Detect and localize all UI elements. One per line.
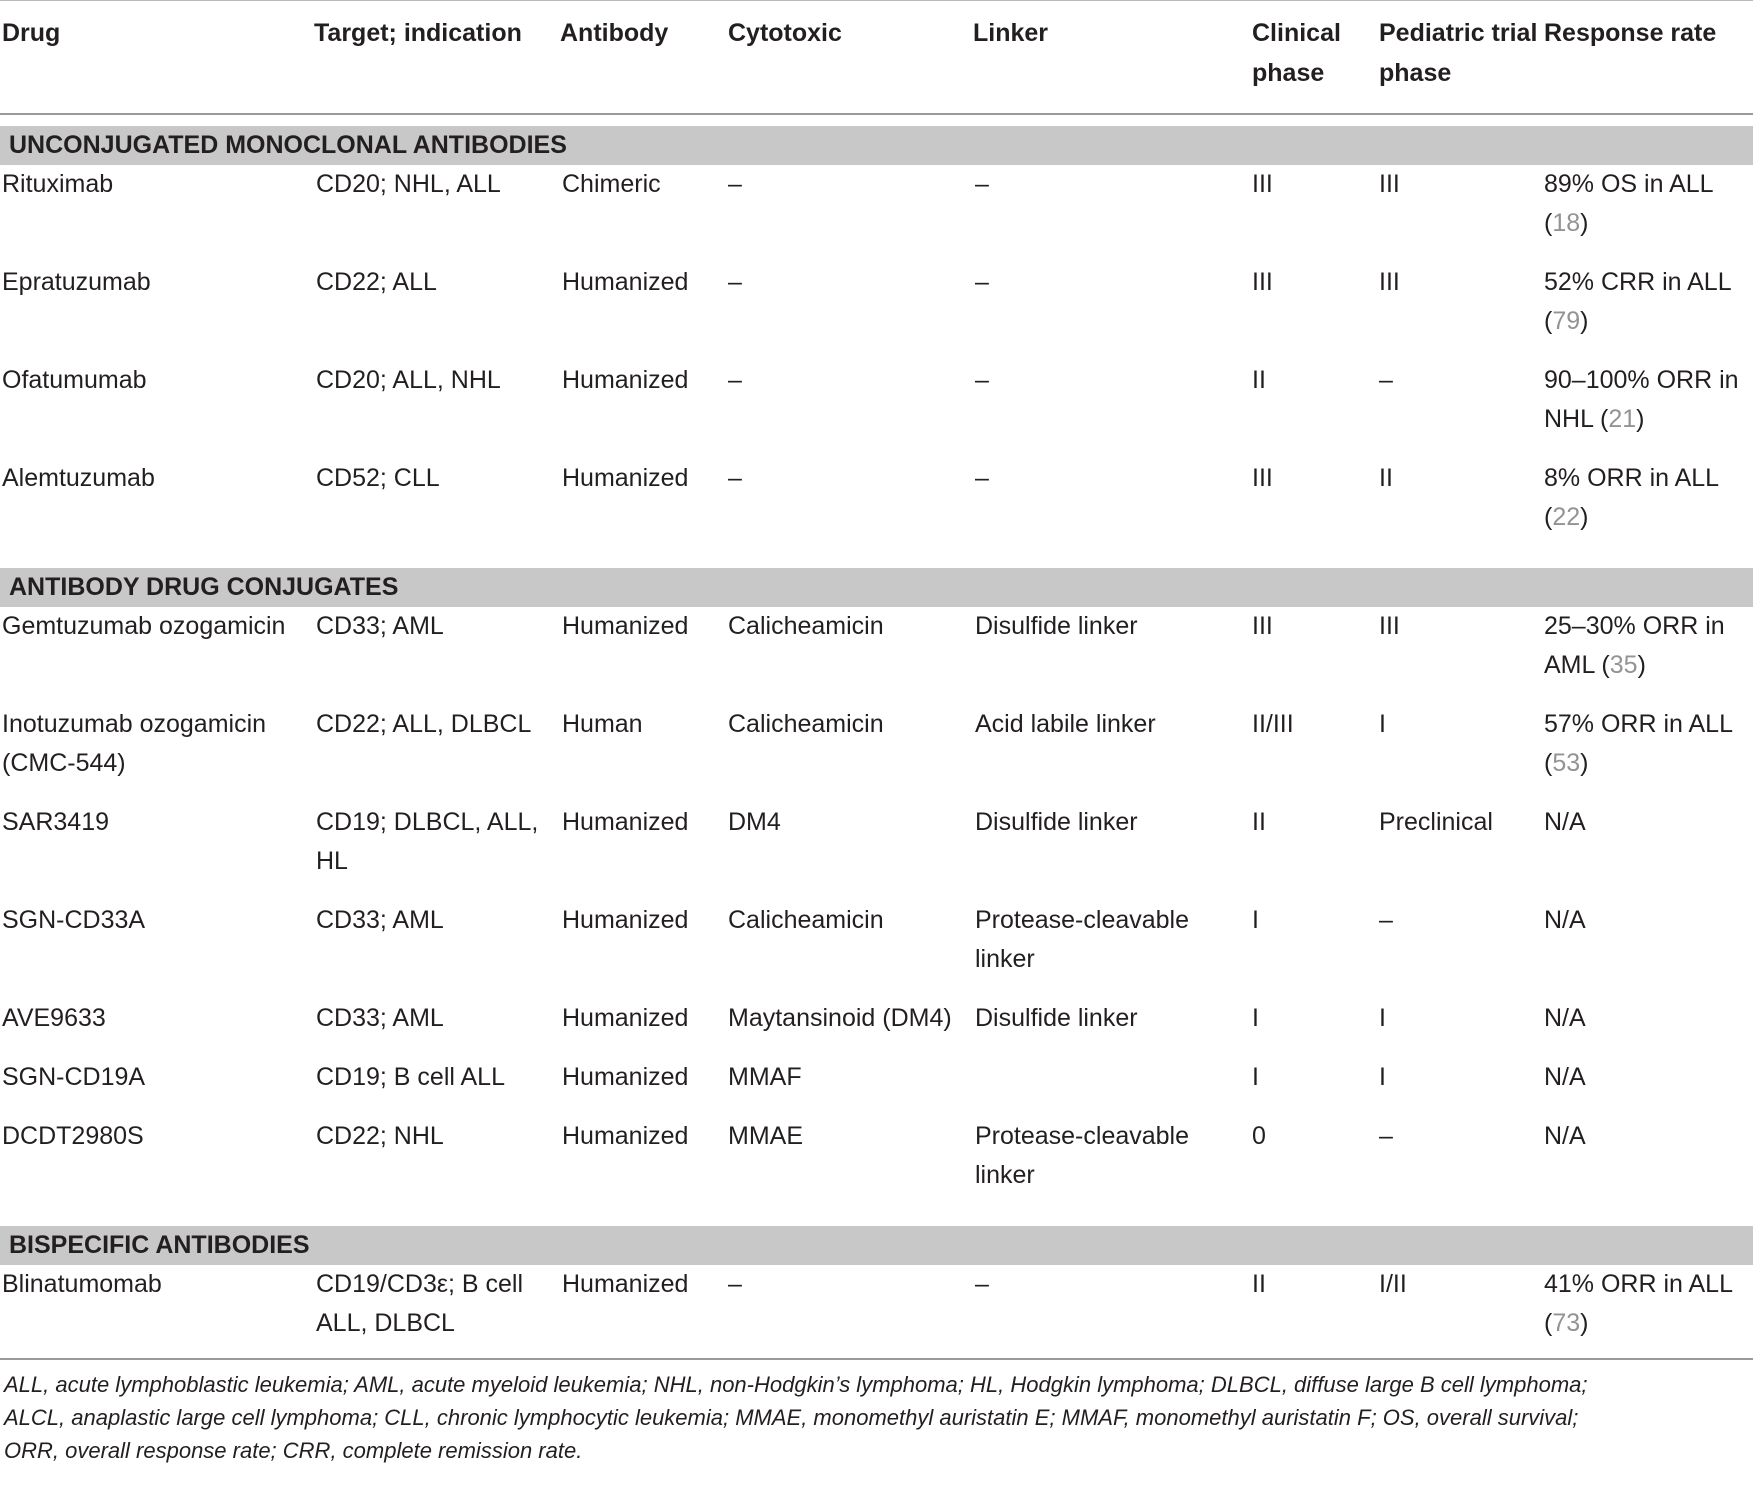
target-indication-cell: CD33; AML [316, 1004, 444, 1032]
cytotoxic-cell: – [728, 268, 742, 296]
table-row [0, 803, 1753, 901]
response-rate-cell [1542, 705, 1753, 803]
target-indication-cell: CD19/CD3ε; B cell ALL, DLBCL [316, 1270, 524, 1337]
table-row [0, 165, 1753, 263]
linker-cell: Protease-cleavable linker [975, 906, 1190, 973]
response-rate-cell [1542, 999, 1753, 1058]
response-rate-cell [1542, 607, 1753, 705]
section-title: BISPECIFIC ANTIBODIES [0, 1226, 1753, 1265]
response-rate-cell [1542, 901, 1753, 999]
reference-link[interactable]: 22 [1552, 503, 1581, 531]
drug-cell: Gemtuzumab ozogamicin [2, 612, 286, 640]
pediatric-phase-cell: III [1379, 170, 1400, 198]
drug-cell: Epratuzumab [2, 268, 151, 296]
table-row [0, 1117, 1753, 1215]
section-title: ANTIBODY DRUG CONJUGATES [0, 568, 1753, 607]
header-drug: Drug [2, 19, 61, 47]
target-indication-cell: CD20; ALL, NHL [316, 366, 501, 394]
header-response-rate: Response rate [1544, 19, 1717, 47]
target-indication-cell: CD52; CLL [316, 464, 440, 492]
cytotoxic-cell: MMAF [728, 1063, 802, 1091]
pediatric-phase-cell: III [1379, 612, 1400, 640]
antibody-cell: Humanized [562, 268, 689, 296]
drug-cell: Alemtuzumab [2, 464, 155, 492]
header-linker: Linker [973, 19, 1049, 47]
response-rate-cell [1542, 803, 1753, 901]
table-row [0, 263, 1753, 361]
response-rate-text: 8% ORR in ALL ( [1544, 464, 1719, 531]
drug-cell: Inotuzumab ozogamicin (CMC-544) [2, 710, 267, 777]
antibody-cell: Humanized [562, 366, 689, 394]
table-row [0, 1058, 1753, 1117]
footnote-line: ALCL, anaplastic large cell lymphoma; CLL, chronic lymphocytic leukemia; MMAE, monomethyl auristatin E; MMAF, monomethyl auristatin F; OS, overall survival; [4, 1405, 1579, 1430]
cytotoxic-cell: Calicheamicin [728, 612, 884, 640]
linker-cell: – [975, 464, 989, 492]
drug-cell: DCDT2980S [2, 1122, 144, 1150]
pediatric-phase-cell: Preclinical [1379, 808, 1493, 836]
response-rate-text: N/A [1544, 1004, 1586, 1032]
pediatric-phase-cell: – [1379, 1122, 1393, 1150]
response-rate-text: 57% ORR in ALL ( [1544, 710, 1733, 777]
reference-link[interactable]: 73 [1552, 1309, 1581, 1337]
linker-cell: Disulfide linker [975, 808, 1138, 836]
linker-cell: – [975, 366, 989, 394]
antibody-cell: Humanized [562, 1004, 689, 1032]
response-rate-text: 41% ORR in ALL ( [1544, 1270, 1733, 1337]
drug-cell: Blinatumomab [2, 1270, 162, 1298]
clinical-phase-cell: 0 [1252, 1122, 1266, 1150]
pediatric-phase-cell: I [1379, 1004, 1386, 1032]
clinical-phase-cell: III [1252, 268, 1273, 296]
response-rate-text: 90–100% ORR in NHL ( [1544, 366, 1739, 433]
response-rate-cell [1542, 1117, 1753, 1215]
reference-link[interactable]: 21 [1608, 405, 1637, 433]
clinical-phase-cell: I [1252, 1004, 1259, 1032]
linker-cell: Disulfide linker [975, 1004, 1138, 1032]
response-rate-close: ) [1636, 405, 1645, 433]
antibody-cell: Humanized [562, 1122, 689, 1150]
antibody-cell: Humanized [562, 906, 689, 934]
reference-link[interactable]: 79 [1552, 307, 1581, 335]
cytotoxic-cell: Maytansinoid (DM4) [728, 1004, 952, 1032]
response-rate-cell [1542, 361, 1753, 459]
target-indication-cell: CD33; AML [316, 906, 444, 934]
drug-cell: Ofatumumab [2, 366, 147, 394]
antibody-cell: Humanized [562, 1063, 689, 1091]
section-header-row [0, 114, 1753, 165]
response-rate-close: ) [1580, 503, 1589, 531]
response-rate-close: ) [1637, 651, 1646, 679]
linker-cell: – [975, 1270, 989, 1298]
table-row [0, 361, 1753, 459]
target-indication-cell: CD19; DLBCL, ALL, HL [316, 808, 539, 875]
table-row [0, 705, 1753, 803]
drug-cell: SGN-CD33A [2, 906, 146, 934]
reference-link[interactable]: 18 [1552, 209, 1581, 237]
cytotoxic-cell: – [728, 1270, 742, 1298]
linker-cell: Protease-cleavable linker [975, 1122, 1190, 1189]
cytotoxic-cell: – [728, 464, 742, 492]
clinical-phase-cell: III [1252, 612, 1273, 640]
linker-cell: – [975, 170, 989, 198]
target-indication-cell: CD22; ALL [316, 268, 437, 296]
target-indication-cell: CD22; NHL [316, 1122, 444, 1150]
clinical-phase-cell: II/III [1252, 710, 1294, 738]
header-row [0, 1, 1753, 115]
section-title: UNCONJUGATED MONOCLONAL ANTIBODIES [0, 126, 1753, 165]
pediatric-phase-cell: III [1379, 268, 1400, 296]
antibody-cell: Humanized [562, 464, 689, 492]
clinical-phase-cell: II [1252, 1270, 1266, 1298]
table-row [0, 901, 1753, 999]
section-header-row [0, 1215, 1753, 1265]
target-indication-cell: CD20; NHL, ALL [316, 170, 501, 198]
reference-link[interactable]: 53 [1552, 749, 1581, 777]
response-rate-text: N/A [1544, 906, 1586, 934]
response-rate-text: N/A [1544, 1063, 1586, 1091]
response-rate-close: ) [1580, 749, 1589, 777]
response-rate-close: ) [1580, 307, 1589, 335]
drug-cell: SGN-CD19A [2, 1063, 146, 1091]
cytotoxic-cell: Calicheamicin [728, 906, 884, 934]
linker-cell: Acid labile linker [975, 710, 1156, 738]
antibody-cell: Human [562, 710, 643, 738]
response-rate-text: N/A [1544, 808, 1586, 836]
header-antibody: Antibody [560, 19, 669, 47]
table-footnote [0, 1360, 1753, 1467]
pediatric-phase-cell: II [1379, 464, 1393, 492]
clinical-phase-cell: III [1252, 170, 1273, 198]
header-cytotoxic: Cytotoxic [728, 19, 842, 47]
cytotoxic-cell: MMAE [728, 1122, 803, 1150]
antibody-cell: Humanized [562, 1270, 689, 1298]
linker-cell: Disulfide linker [975, 612, 1138, 640]
pediatric-phase-cell: I/II [1379, 1270, 1407, 1298]
target-indication-cell: CD22; ALL, DLBCL [316, 710, 532, 738]
antibody-cell: Chimeric [562, 170, 661, 198]
target-indication-cell: CD33; AML [316, 612, 444, 640]
antibody-cell: Humanized [562, 808, 689, 836]
response-rate-cell [1542, 1058, 1753, 1117]
clinical-phase-cell: II [1252, 366, 1266, 394]
reference-link[interactable]: 35 [1609, 651, 1638, 679]
cytotoxic-cell: DM4 [728, 808, 781, 836]
response-rate-cell [1542, 165, 1753, 263]
clinical-phase-cell: I [1252, 1063, 1259, 1091]
linker-cell: – [975, 268, 989, 296]
drug-cell: AVE9633 [2, 1004, 106, 1032]
table-row [0, 459, 1753, 557]
pediatric-phase-cell: I [1379, 1063, 1386, 1091]
table-row [0, 607, 1753, 705]
clinical-phase-cell: III [1252, 464, 1273, 492]
cytotoxic-cell: Calicheamicin [728, 710, 884, 738]
pediatric-phase-cell: – [1379, 366, 1393, 394]
response-rate-text: 89% OS in ALL ( [1544, 170, 1713, 237]
header-pediatric-trial-phase: Pediatric trial phase [1379, 19, 1538, 87]
drug-cell: SAR3419 [2, 808, 110, 836]
cytotoxic-cell: – [728, 366, 742, 394]
header-clinical-phase: Clinical phase [1252, 19, 1341, 87]
response-rate-close: ) [1580, 1309, 1589, 1337]
section-header-row [0, 557, 1753, 607]
table-body [0, 114, 1753, 1359]
response-rate-cell [1542, 1265, 1753, 1359]
response-rate-close: ) [1580, 209, 1589, 237]
pediatric-phase-cell: I [1379, 710, 1386, 738]
table-row [0, 999, 1753, 1058]
response-rate-text: N/A [1544, 1122, 1586, 1150]
response-rate-cell [1542, 459, 1753, 557]
cytotoxic-cell: – [728, 170, 742, 198]
pediatric-phase-cell: – [1379, 906, 1393, 934]
footnote-line: ALL, acute lymphoblastic leukemia; AML, acute myeloid leukemia; NHL, non-Hodgkin’s lymphoma; HL, Hodgkin lymphoma; DLBCL, diffuse large B cell lymphoma; [4, 1372, 1588, 1397]
header-target-indication: Target; indication [314, 19, 522, 47]
footnote-line: ORR, overall response rate; CRR, complete remission rate. [4, 1438, 583, 1463]
table-row [0, 1265, 1753, 1359]
response-rate-cell [1542, 263, 1753, 361]
clinical-phase-cell: II [1252, 808, 1266, 836]
linker-cell [971, 1058, 1250, 1117]
response-rate-text: 52% CRR in ALL ( [1544, 268, 1731, 335]
drug-cell: Rituximab [2, 170, 114, 198]
clinical-phase-cell: I [1252, 906, 1259, 934]
target-indication-cell: CD19; B cell ALL [316, 1063, 505, 1091]
response-rate-text: 25–30% ORR in AML ( [1544, 612, 1725, 679]
antibody-cell: Humanized [562, 612, 689, 640]
